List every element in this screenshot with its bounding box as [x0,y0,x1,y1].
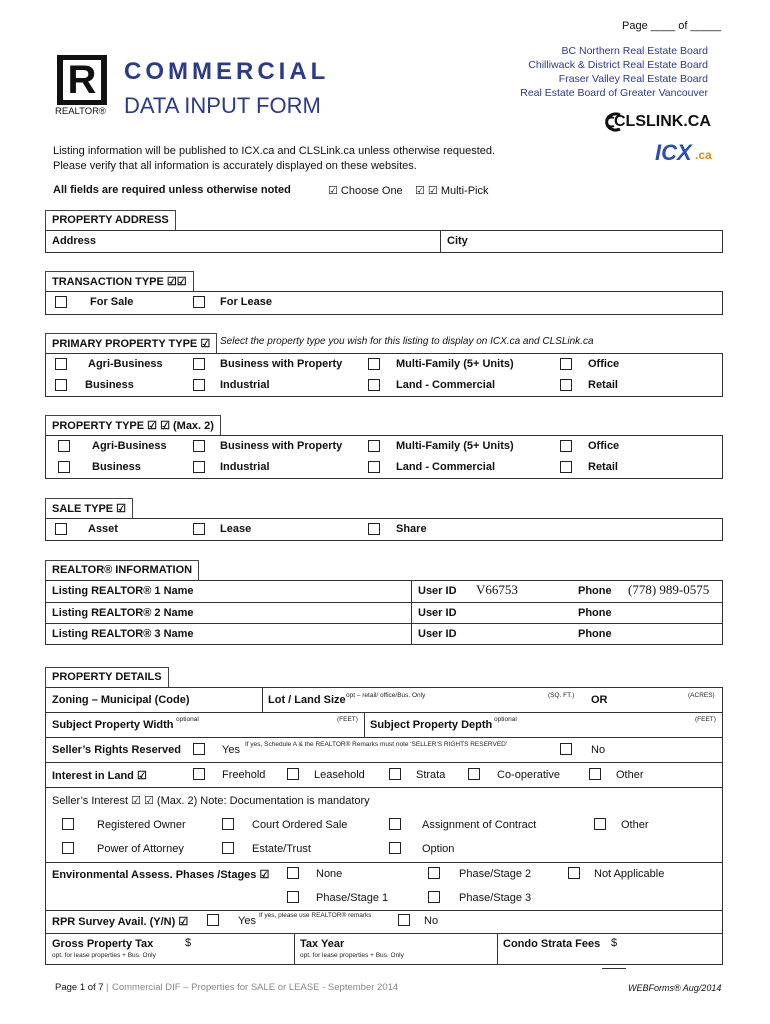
section-property-type [45,415,221,435]
icx-text: ICX [655,140,692,165]
footer-separator: | [106,982,109,993]
gross-tax-dollar: $ [185,937,192,949]
sellers-rights-note: If yes, Schedule A & the REALTOR® Remarks must note 'SELLER'S RIGHTS RESERVED' [245,741,508,748]
option-label: Agri-Business [92,440,167,452]
sellers-interest-other-checkbox[interactable] [594,818,606,830]
primary-type-note: Select the property type you wish for this listing to display on ICX.ca and CLSLink.ca [220,336,594,347]
section-sale-type: SALE TYPE ☑ [45,498,133,518]
sellers-rights-yes-label: Yes [222,744,240,756]
board-name: BC Northern Real Estate Board [561,45,708,57]
width-feet-unit: (FEET) [337,716,358,723]
section-property-details: PROPERTY DETAILS [45,667,169,687]
board-name: Real Estate Board of Greater Vancouver [520,87,708,99]
icx-logo [655,140,715,166]
legend-multi-pick: ☑ ☑ Multi-Pick [415,185,489,197]
page-counter: Page ____ of _____ [622,20,722,32]
city-field[interactable]: City [447,235,468,247]
option-label: Phase/Stage 1 [316,892,389,904]
option-label: Business with Property [220,440,343,452]
rpr-no-label: No [424,915,439,927]
option-label: Leasehold [314,769,365,781]
type-business-checkbox[interactable] [58,461,70,473]
strata-fees-field[interactable]: Condo Strata Fees [503,938,601,950]
rpr-note: If yes, please use REALTOR® remarks [259,912,372,919]
sale-type-box [45,518,723,540]
realtor-2-name-field[interactable]: Listing REALTOR® 2 Name [52,607,194,619]
sellers-interest-text: Seller’s Interest ☑ ☑ (Max. 2) Note: Documentation is mandatory [52,795,370,807]
option-label: Office [588,440,620,452]
strata-checkbox[interactable] [389,768,401,780]
assignment-of-contract-checkbox[interactable] [389,818,401,830]
sellers-interest-label [52,794,370,807]
estate-trust-checkbox[interactable] [222,842,234,854]
type-retail-checkbox[interactable] [560,461,572,473]
for-lease-label: For Lease [220,296,272,308]
primary-business-with-property-checkbox[interactable] [193,358,205,370]
primary-multi-family-checkbox[interactable] [368,358,380,370]
option-label: Industrial [220,461,270,473]
section-property-address: PROPERTY ADDRESS [45,210,176,230]
type-office-checkbox[interactable] [560,440,572,452]
primary-office-checkbox[interactable] [560,358,572,370]
gross-tax-note: opt. for lease properties + Bus. Only [52,952,156,959]
lot-size-field[interactable]: Lot / Land Size [268,694,346,706]
option-checkbox[interactable] [389,842,401,854]
phone-label: Phone [578,585,612,597]
depth-feet-unit: (FEET) [695,716,716,723]
option-label: None [316,868,343,880]
lease-label: Lease [220,523,252,535]
type-multi-family-checkbox[interactable] [368,440,380,452]
property-depth-field[interactable]: Subject Property Depth [370,719,493,731]
env-phase-3-checkbox[interactable] [428,891,440,903]
option-label: Freehold [222,769,266,781]
registered-owner-checkbox[interactable] [62,818,74,830]
co-operative-checkbox[interactable] [468,768,480,780]
realtor-1-phone-value[interactable]: (778) 989-0575 [628,582,710,597]
primary-industrial-checkbox[interactable] [193,379,205,391]
env-not-applicable-checkbox[interactable] [568,867,580,879]
option-label: Power of Attorney [97,843,184,855]
strata-fees-dollar: $ [611,937,618,949]
option-label: Estate/Trust [252,843,311,855]
option-label: Retail [588,461,618,473]
required-note: All fields are required unless otherwise noted [53,184,291,196]
property-type-header: PROPERTY TYPE ☑ ☑ (Max. 2) [52,420,214,432]
option-label: Not Applicable [594,868,665,880]
option-label: Phase/Stage 3 [459,892,532,904]
option-label: Office [588,358,620,370]
realtor-letter: R [67,58,97,102]
form-title: COMMERCIAL [124,58,330,85]
type-land-commercial-checkbox[interactable] [368,461,380,473]
option-label: Other [621,819,649,831]
footer-webforms: WEBForms® Aug/2014 [628,983,722,993]
env-phase-1-checkbox[interactable] [287,891,299,903]
type-agri-business-checkbox[interactable] [58,440,70,452]
zoning-field[interactable]: Zoning – Municipal (Code) [52,694,190,706]
sellers-rights-no-checkbox[interactable] [560,743,572,755]
lot-size-note: opt – retail/ office/Bus. Only [346,692,426,699]
sellers-rights-label: Seller’s Rights Reserved [52,744,182,756]
sellers-rights-no-label: No [591,744,606,756]
option-label: Agri-Business [88,358,163,370]
option-label: Business [92,461,141,473]
clslink-logo [600,112,712,134]
option-label: Land - Commercial [396,379,496,391]
type-industrial-checkbox[interactable] [193,461,205,473]
section-primary-property-type: PRIMARY PROPERTY TYPE ☑ [45,333,217,353]
primary-retail-checkbox[interactable] [560,379,572,391]
option-label: Option [422,843,455,855]
primary-agri-business-checkbox[interactable] [55,358,67,370]
phone-label: Phone [578,628,612,640]
footer-page: Page 1 of 7 [55,982,104,993]
board-list [520,44,708,100]
leasehold-checkbox[interactable] [287,768,299,780]
share-checkbox[interactable] [368,523,380,535]
option-label: Retail [588,379,618,391]
clslink-text: CLSLINK.CA [614,113,711,130]
user-id-label: User ID [418,585,457,597]
icx-suffix: .ca [695,148,712,162]
option-label: Business [85,379,134,391]
form-subtitle: DATA INPUT FORM [124,93,321,118]
share-label: Share [396,523,427,535]
user-id-label: User ID [418,607,457,619]
asset-checkbox[interactable] [55,523,67,535]
option-label: Multi-Family (5+ Units) [396,440,514,452]
option-label: Multi-Family (5+ Units) [396,358,514,370]
interest-other-checkbox[interactable] [589,768,601,780]
option-label: Industrial [220,379,270,391]
or-label: OR [591,694,608,706]
type-business-with-property-checkbox[interactable] [193,440,205,452]
env-assess-label: Environmental Assess. Phases /Stages ☑ [52,869,270,881]
option-label: Co-operative [497,769,560,781]
acres-unit: (ACRES) [688,692,715,699]
env-phase-2-checkbox[interactable] [428,867,440,879]
board-name: Chilliwack & District Real Estate Board [528,59,708,71]
rpr-no-checkbox[interactable] [398,914,410,926]
property-width-field[interactable]: Subject Property Width [52,719,174,731]
interest-in-land-label: Interest in Land ☑ [52,770,147,782]
for-sale-label: For Sale [90,296,134,308]
for-sale-checkbox[interactable] [55,296,67,308]
primary-business-checkbox[interactable] [55,379,67,391]
realtor-logo [57,55,107,105]
sellers-rights-yes-checkbox[interactable] [193,743,205,755]
address-field[interactable]: Address [52,235,97,247]
transaction-box [45,291,723,314]
footer-doc-title: Commercial DIF – Properties for SALE or LEASE - September 2014 [112,982,399,993]
user-id-label: User ID [418,628,457,640]
width-optional-note: optional [176,716,199,723]
sqft-unit: (SQ. FT.) [548,692,575,699]
option-label: Business with Property [220,358,343,370]
option-label: Strata [416,769,446,781]
realtor-3-name-field[interactable]: Listing REALTOR® 3 Name [52,628,194,640]
option-label: Court Ordered Sale [252,819,348,831]
primary-land-commercial-checkbox[interactable] [368,379,380,391]
intro-line-1: Listing information will be published to ICX.ca and CLSLink.ca unless otherwise requested. [53,145,496,157]
tax-year-note: opt. for lease properties + Bus. Only [300,952,404,959]
intro-line-2: Please verify that all information is accurately displayed on these websites. [53,160,417,172]
board-name: Fraser Valley Real Estate Board [558,73,708,85]
for-lease-checkbox[interactable] [193,296,205,308]
rpr-yes-checkbox[interactable] [207,914,219,926]
realtor-logo-text: REALTOR® [55,106,106,117]
realtor-1-user-id-value[interactable]: V66753 [476,582,518,597]
tax-year-field[interactable]: Tax Year [300,938,345,950]
option-label: Land - Commercial [396,461,496,473]
depth-optional-note: optional [494,716,517,723]
lease-checkbox[interactable] [193,523,205,535]
option-label: Assignment of Contract [422,819,537,831]
gross-property-tax-field[interactable]: Gross Property Tax [52,938,154,950]
power-of-attorney-checkbox[interactable] [62,842,74,854]
section-realtor-info: REALTOR® INFORMATION [45,560,199,580]
realtor-1-name-field[interactable]: Listing REALTOR® 1 Name [52,585,194,597]
rpr-yes-label: Yes [238,915,256,927]
address-box [45,230,723,253]
rpr-label: RPR Survey Avail. (Y/N) ☑ [52,916,189,928]
freehold-checkbox[interactable] [193,768,205,780]
court-ordered-sale-checkbox[interactable] [222,818,234,830]
asset-label: Asset [88,523,118,535]
option-label: Other [616,769,644,781]
section-transaction-type: TRANSACTION TYPE ☑☑ [45,271,194,291]
env-none-checkbox[interactable] [287,867,299,879]
option-label: Registered Owner [97,819,186,831]
option-label: Phase/Stage 2 [459,868,532,880]
legend-choose-one: ☑ Choose One [328,185,403,197]
phone-label: Phone [578,607,612,619]
